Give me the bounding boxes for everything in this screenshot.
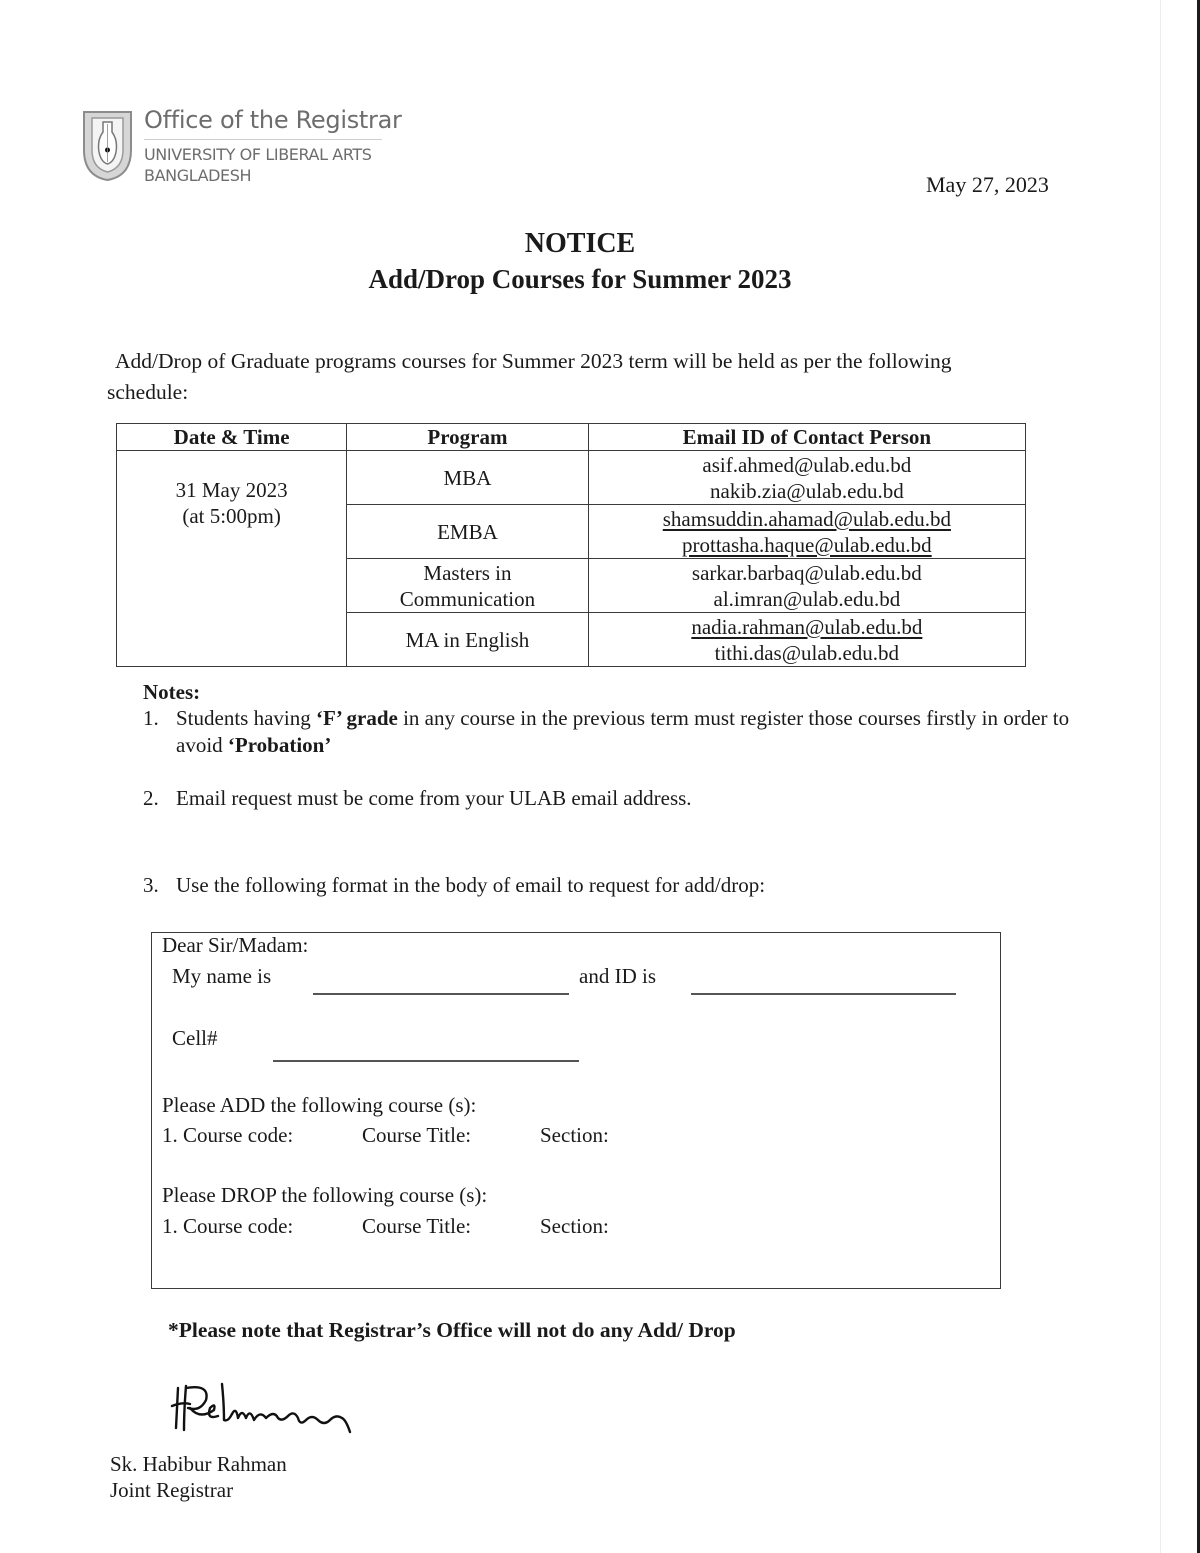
schedule-table xyxy=(116,423,1026,667)
format-id-label: and ID is xyxy=(579,964,656,988)
contact-email-link[interactable]: tithi.das@ulab.edu.bd xyxy=(714,640,900,665)
program-name-cont: Communication xyxy=(399,586,536,611)
note-number: 2. xyxy=(143,786,159,810)
note-item xyxy=(143,872,1073,899)
time-value: (at 5:00pm) xyxy=(182,504,281,528)
note-emphasis-f-grade: ‘F’ grade xyxy=(316,706,398,730)
email-cell xyxy=(588,451,1025,505)
program-name: Masters in xyxy=(423,560,512,585)
note-text: Use the following format in the body of email to request for add/drop: xyxy=(176,873,766,897)
email-cell xyxy=(588,613,1025,667)
signature-icon xyxy=(170,1380,370,1455)
contact-email-link[interactable]: shamsuddin.ahamad@ulab.edu.bd xyxy=(662,506,951,531)
drop-course-code-label: 1. Course code: xyxy=(162,1214,294,1238)
program-cell xyxy=(347,559,588,613)
format-drop-heading: Please DROP the following course (s): xyxy=(162,1183,488,1207)
drop-section-label: Section: xyxy=(540,1214,609,1238)
note-item xyxy=(143,705,1073,759)
contact-email-link[interactable]: sarkar.barbaq@ulab.edu.bd xyxy=(691,560,922,585)
email-cell xyxy=(588,505,1025,559)
note-item xyxy=(143,785,1073,812)
email-format-box xyxy=(151,932,1001,1289)
header-date-time: Date & Time xyxy=(117,424,347,451)
letterhead-divider xyxy=(144,139,382,140)
university-crest-icon xyxy=(80,110,135,182)
registrar-disclaimer: *Please note that Registrar’s Office will not do any Add/ Drop xyxy=(168,1318,736,1342)
header-email: Email ID of Contact Person xyxy=(588,424,1025,451)
note-text-part: in any course in the previous term must register those courses firstly in order to avoid xyxy=(176,706,1070,757)
contact-email-link[interactable]: al.imran@ulab.edu.bd xyxy=(713,586,901,611)
table-row xyxy=(117,451,1026,505)
format-name-label: My name is xyxy=(172,964,272,988)
program-cell xyxy=(347,613,588,667)
notice-date: May 27, 2023 xyxy=(926,172,1049,197)
program-name: MA in English xyxy=(405,627,530,652)
note-number: 3. xyxy=(143,873,159,897)
format-add-heading: Please ADD the following course (s): xyxy=(162,1093,477,1117)
format-cell-label: Cell# xyxy=(172,1026,218,1050)
notes-heading: Notes: xyxy=(143,680,201,704)
intro-paragraph: Add/Drop of Graduate programs courses for Summer 2023 term will be held as per the following schedule: xyxy=(107,349,952,404)
contact-email-link[interactable]: nadia.rahman@ulab.edu.bd xyxy=(691,614,923,639)
date-value: 31 May 2023 xyxy=(175,478,288,502)
drop-course-title-label: Course Title: xyxy=(362,1214,472,1238)
date-time-cell xyxy=(117,451,347,667)
contact-email-link[interactable]: asif.ahmed@ulab.edu.bd xyxy=(702,452,912,477)
note-number: 1. xyxy=(143,706,159,730)
contact-email-link[interactable]: nakib.zia@ulab.edu.bd xyxy=(710,478,904,503)
signatory-name: Sk. Habibur Rahman xyxy=(110,1452,287,1476)
program-cell xyxy=(347,451,588,505)
note-text: Email request must be come from your ULAB email address. xyxy=(176,786,692,810)
add-course-code-label: 1. Course code: xyxy=(162,1123,294,1147)
note-text xyxy=(176,705,1073,759)
contact-email-link[interactable]: prottasha.haque@ulab.edu.bd xyxy=(682,532,932,557)
cell-blank-line xyxy=(273,1060,579,1062)
table-header-row xyxy=(117,424,1026,451)
add-section-label: Section: xyxy=(540,1123,609,1147)
format-greeting: Dear Sir/Madam: xyxy=(162,933,309,957)
note-text-part: Students having xyxy=(176,706,316,730)
name-blank-line xyxy=(313,993,569,995)
university-country: BANGLADESH xyxy=(144,166,252,185)
header-program: Program xyxy=(347,424,588,451)
program-cell xyxy=(347,505,588,559)
program-name: MBA xyxy=(443,465,492,490)
notice-subtitle: Add/Drop Courses for Summer 2023 xyxy=(368,264,792,294)
signatory-title: Joint Registrar xyxy=(110,1478,234,1502)
email-cell xyxy=(588,559,1025,613)
scan-edge-line xyxy=(1160,0,1161,1553)
notice-title: NOTICE xyxy=(524,228,636,259)
office-title: Office of the Registrar xyxy=(144,106,402,134)
add-course-title-label: Course Title: xyxy=(362,1123,472,1147)
note-emphasis-probation: ‘Probation’ xyxy=(227,733,332,757)
id-blank-line xyxy=(691,993,956,995)
program-name: EMBA xyxy=(437,519,498,544)
university-name: UNIVERSITY OF LIBERAL ARTS xyxy=(144,145,372,164)
